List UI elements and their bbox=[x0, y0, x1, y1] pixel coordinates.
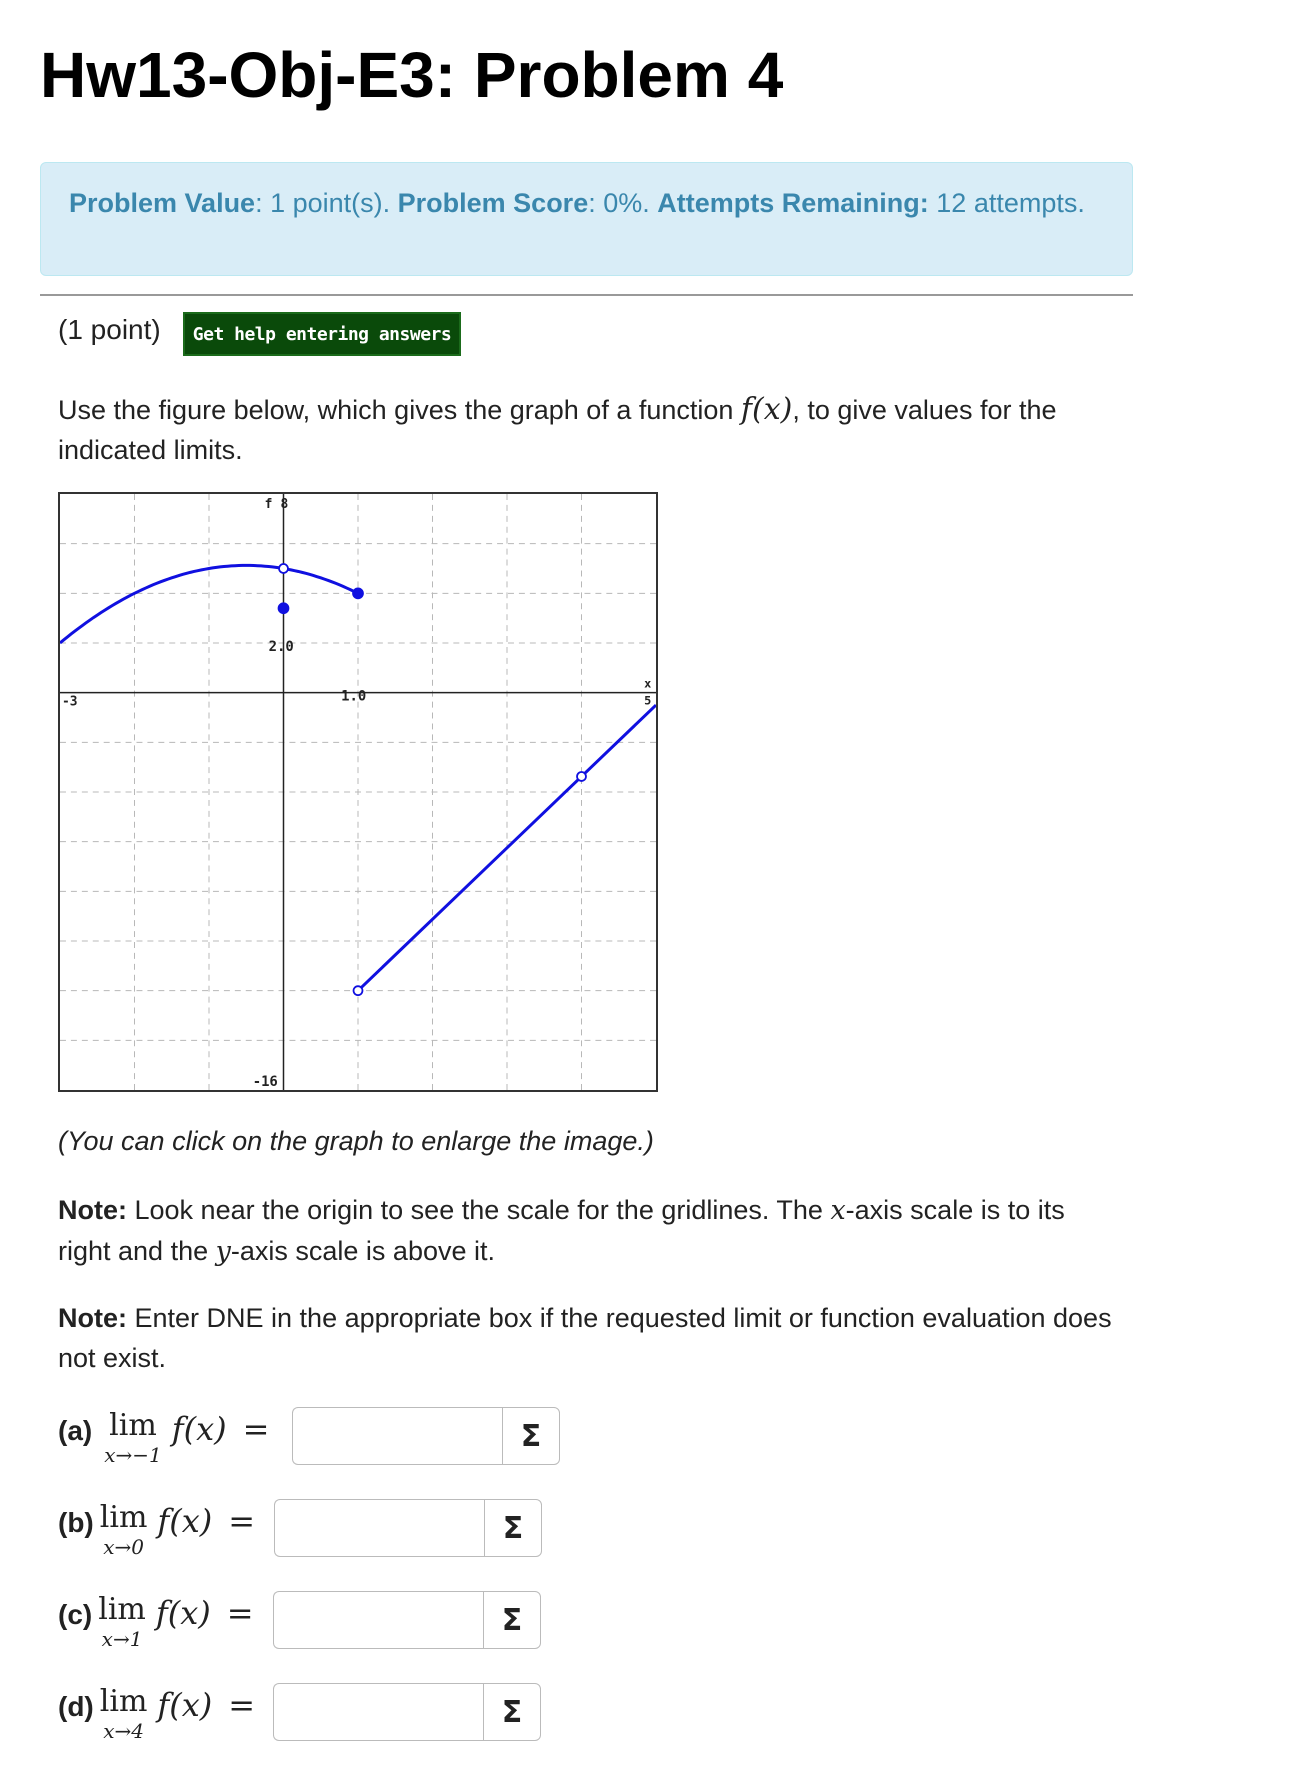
help-entering-answers-button[interactable]: Get help entering answers bbox=[183, 312, 461, 356]
points-label: (1 point) bbox=[58, 314, 161, 345]
x-axis-label: x bbox=[644, 676, 652, 691]
limit-expression bbox=[100, 1494, 148, 1558]
answer-input-c[interactable] bbox=[273, 1591, 483, 1649]
problem-info-box bbox=[40, 162, 1133, 276]
sigma-equation-icon[interactable]: Σ bbox=[502, 1407, 560, 1465]
answer-input-a[interactable] bbox=[292, 1407, 502, 1465]
note1-x: x bbox=[830, 1195, 846, 1226]
attempts-label: Attempts Remaining: bbox=[657, 188, 929, 218]
note-dne bbox=[58, 1298, 1118, 1378]
filled-point-x1 bbox=[353, 588, 363, 598]
intro-after: , to give values for the indicated limits. bbox=[58, 395, 1057, 465]
answer-input-d[interactable] bbox=[273, 1683, 483, 1741]
answer-d bbox=[273, 1683, 541, 1741]
note1-label: Note: bbox=[58, 1195, 127, 1225]
sigma-equation-icon[interactable]: Σ bbox=[484, 1499, 542, 1557]
limit-expression bbox=[104, 1402, 162, 1466]
question-d bbox=[58, 1678, 255, 1742]
lim-word: lim bbox=[99, 1500, 148, 1535]
question-a bbox=[58, 1402, 269, 1466]
x-scale-label: 1.0 bbox=[341, 688, 367, 705]
question-label: (d) bbox=[58, 1691, 94, 1722]
question-label: (a) bbox=[58, 1415, 93, 1446]
limit-expression bbox=[98, 1586, 146, 1650]
lim-subscript: x→1 bbox=[101, 1627, 143, 1651]
problem-value-label: Problem Value bbox=[69, 188, 256, 218]
y-scale-label: 2.0 bbox=[268, 638, 294, 655]
filled-point-x0 bbox=[279, 603, 289, 613]
problem-statement bbox=[58, 390, 1108, 470]
question-c bbox=[58, 1586, 254, 1650]
limit-expression bbox=[100, 1678, 148, 1742]
sigma-equation-icon[interactable]: Σ bbox=[483, 1683, 541, 1741]
note1-before: Look near the origin to see the scale for the gridlines. The bbox=[127, 1195, 831, 1225]
note1-middle: -axis scale is to its right and the bbox=[58, 1195, 1065, 1266]
answer-input-b[interactable] bbox=[274, 1499, 484, 1557]
question-label: (b) bbox=[58, 1507, 94, 1538]
problem-score: : 0%. bbox=[588, 188, 658, 218]
graph-bottom-label: -16 bbox=[252, 1074, 278, 1091]
divider bbox=[40, 294, 1133, 296]
problem-score-label: Problem Score bbox=[397, 188, 589, 218]
note2-text: Enter DNE in the appropriate box if the requested limit or function evaluation does not exist. bbox=[58, 1303, 1112, 1373]
graph-caption: (You can click on the graph to enlarge the image.) bbox=[58, 1126, 654, 1156]
open-point-x4 bbox=[577, 772, 586, 781]
open-point-x1 bbox=[354, 986, 363, 995]
sigma-equation-icon[interactable]: Σ bbox=[483, 1591, 541, 1649]
equals-sign: = bbox=[228, 1686, 256, 1724]
answer-c bbox=[273, 1591, 541, 1649]
lim-subscript: x→4 bbox=[103, 1719, 144, 1743]
intro-before: Use the figure below, which gives the graph of a function bbox=[58, 395, 741, 425]
lim-word: lim bbox=[98, 1592, 146, 1627]
function-fx: f(x) bbox=[155, 1594, 211, 1632]
equals-sign: = bbox=[226, 1594, 254, 1632]
graph-right-label: 5 bbox=[644, 693, 652, 708]
note1-after: -axis scale is above it. bbox=[230, 1236, 495, 1266]
graph-f-label: f bbox=[264, 496, 273, 512]
function-fx: f(x) bbox=[171, 1410, 227, 1448]
lim-subscript: x→−1 bbox=[104, 1443, 162, 1467]
function-fx: f(x) bbox=[157, 1686, 213, 1724]
equals-sign: = bbox=[242, 1410, 270, 1448]
answer-a bbox=[292, 1407, 560, 1465]
lim-word: lim bbox=[109, 1408, 157, 1443]
function-fx: f(x) bbox=[157, 1502, 213, 1540]
equals-sign: = bbox=[228, 1502, 256, 1540]
function-graph[interactable] bbox=[58, 492, 658, 1092]
graph-top-label: 8 bbox=[280, 496, 289, 512]
question-b bbox=[58, 1494, 255, 1558]
page-title: Hw13-Obj-E3: Problem 4 bbox=[40, 39, 784, 111]
answer-b bbox=[274, 1499, 542, 1557]
question-label: (c) bbox=[58, 1599, 93, 1630]
note-scale bbox=[58, 1190, 1118, 1272]
lim-subscript: x→0 bbox=[103, 1535, 144, 1559]
open-point-x0 bbox=[279, 564, 288, 573]
lim-word: lim bbox=[99, 1684, 148, 1719]
graph-left-label: -3 bbox=[61, 694, 78, 710]
note2-label: Note: bbox=[58, 1303, 127, 1333]
note1-y: y bbox=[215, 1236, 231, 1267]
intro-func: f(x) bbox=[740, 392, 793, 427]
problem-value: : 1 point(s). bbox=[255, 188, 398, 218]
attempts-remaining: 12 attempts. bbox=[928, 188, 1085, 218]
